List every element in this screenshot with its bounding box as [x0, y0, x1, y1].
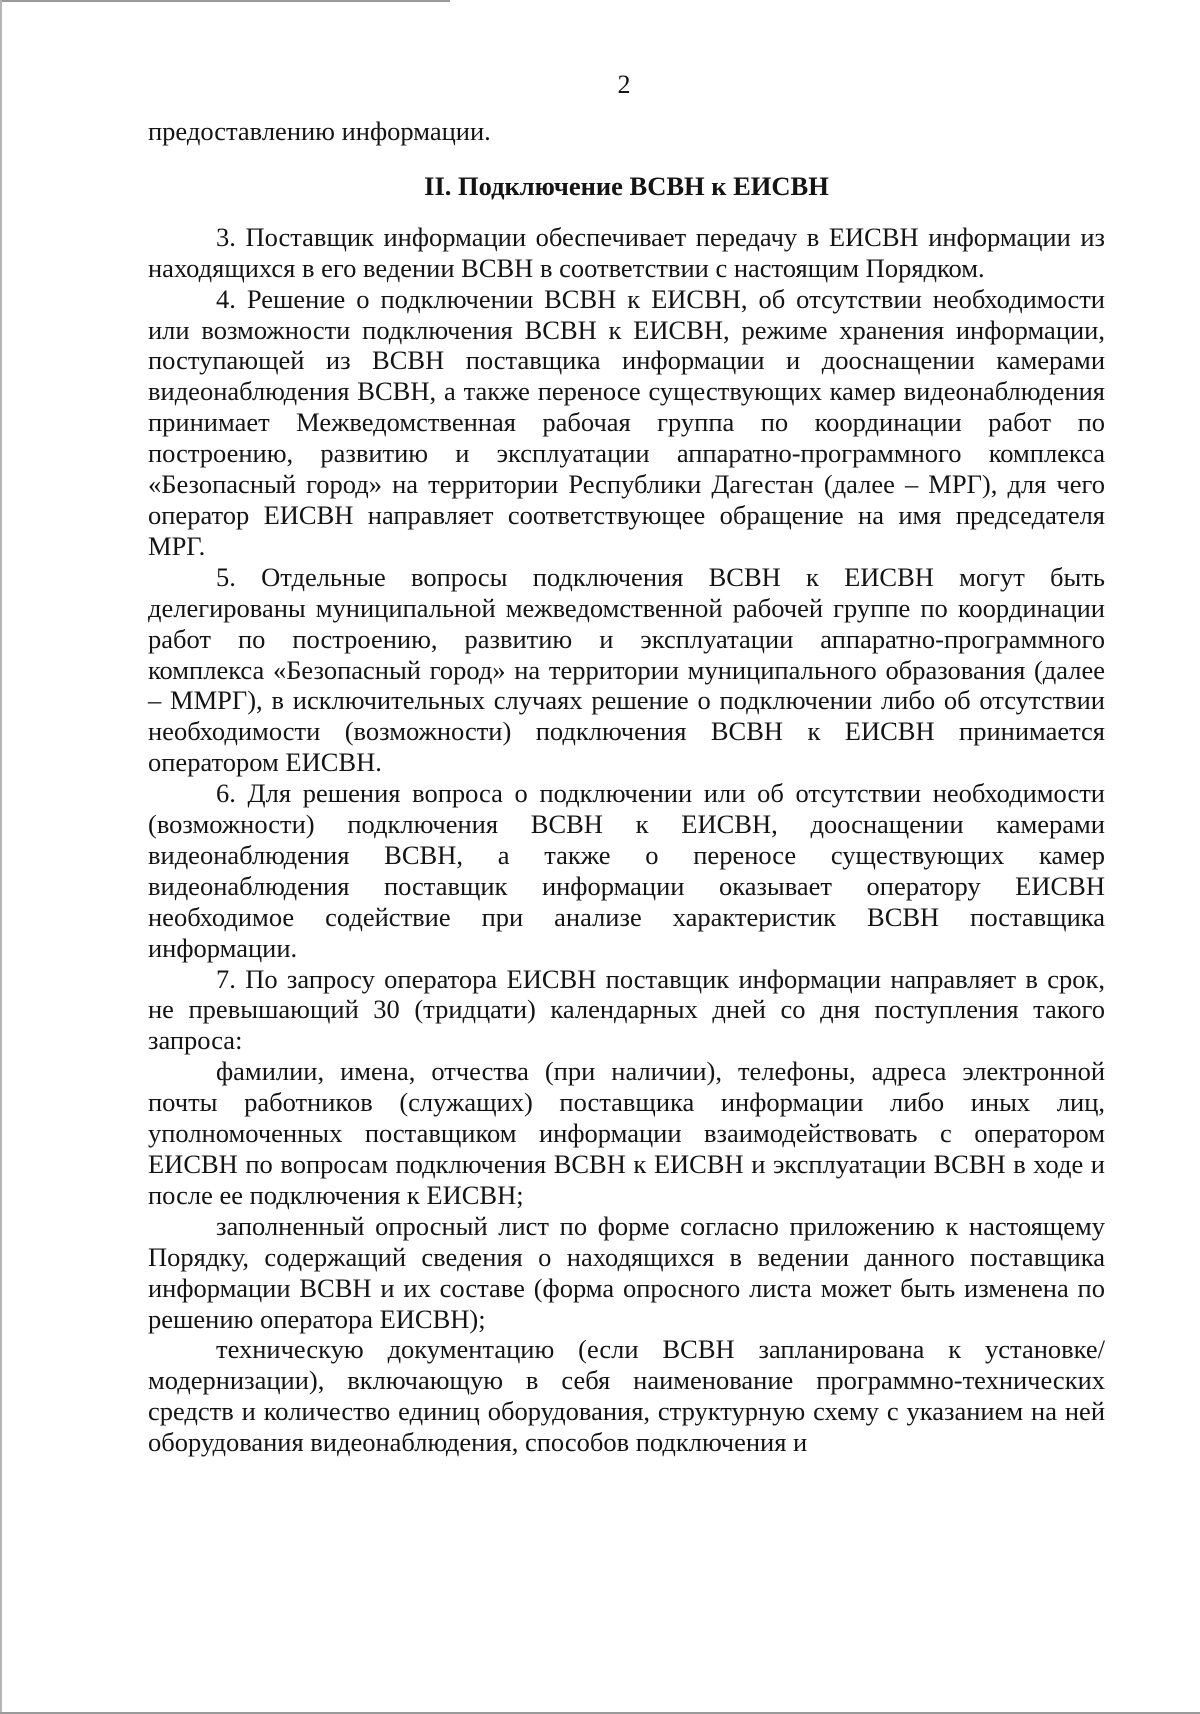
- document-body: [148, 116, 1105, 1458]
- paragraph-3: 3. Поставщик информации обеспечивает передачу в ЕИСВН информации из находящихся в его ведении ВСВН в соответствии с настоящим Порядком.: [148, 221, 1105, 283]
- left-edge-rule: [0, 0, 2, 1714]
- list-item-technical-docs: техническую документацию (если ВСВН запланирована к установке/модернизации), включающую в себя наименование программно-технических средств и количество единиц оборудования, структурную схему с указанием на ней оборудования видеонаблюдения, способов подключения и: [148, 1334, 1105, 1458]
- paragraph-7: 7. По запросу оператора ЕИСВН поставщик информации направляет в срок, не превышающий 30 (тридцати) календарных дней со дня поступления такого запроса:: [148, 963, 1105, 1056]
- section-title: II. Подключение ВСВН к ЕИСВН: [424, 170, 829, 201]
- paragraph-5: 5. Отдельные вопросы подключения ВСВН к ЕИСВН могут быть делегированы муниципальной межведомственной рабочей группе по координации работ по построению, развитию и эксплуатации аппаратно-программного комплекса «Безопасный город» на территории муниципального образования (далее – ММРГ), в исключительных случаях решение о подключении либо об отсутствии необходимости (возможности) подключения ВСВН к ЕИСВН принимается оператором ЕИСВН.: [148, 561, 1105, 778]
- paragraph-6: 6. Для решения вопроса о подключении или об отсутствии необходимости (возможности) подключения ВСВН к ЕИСВН, дооснащении камерами видеонаблюдения ВСВН, а также о переносе существующих камер видеонаблюдения поставщик информации оказывает оператору ЕИСВН необходимое содействие при анализе характеристик ВСВН поставщика информации.: [148, 778, 1105, 963]
- list-item-contacts: фамилии, имена, отчества (при наличии), телефоны, адреса электронной почты работников (служащих) поставщика информации либо иных лиц, уполномоченных поставщиком информации взаимодействовать с оператором ЕИСВН по вопросам подключения ВСВН к ЕИСВН и эксплуатации ВСВН в ходе и после ее подключения к ЕИСВН;: [148, 1056, 1105, 1210]
- top-edge-rule: [0, 0, 450, 2]
- list-item-questionnaire: заполненный опросный лист по форме согласно приложению к настоящему Порядку, содержащий сведения о находящихся в ведении данного поставщика информации ВСВН и их составе (форма опросного листа может быть изменена по решению оператора ЕИСВН);: [148, 1210, 1105, 1334]
- paragraph-4: 4. Решение о подключении ВСВН к ЕИСВН, об отсутствии необходимости или возможности подключения ВСВН к ЕИСВН, режиме хранения информации, поступающей из ВСВН поставщика информации и дооснащении камерами видеонаблюдения ВСВН, а также переносе существующих камер видеонаблюдения принимает Межведомственная рабочая группа по координации работ по построению, развитию и эксплуатации аппаратно-программного комплекса «Безопасный город» на территории Республики Дагестан (далее – МРГ), для чего оператор ЕИСВН направляет соответствующее обращение на имя председателя МРГ.: [148, 283, 1105, 561]
- page-number: 2: [617, 70, 631, 99]
- continued-paragraph: предоставлению информации.: [148, 116, 491, 146]
